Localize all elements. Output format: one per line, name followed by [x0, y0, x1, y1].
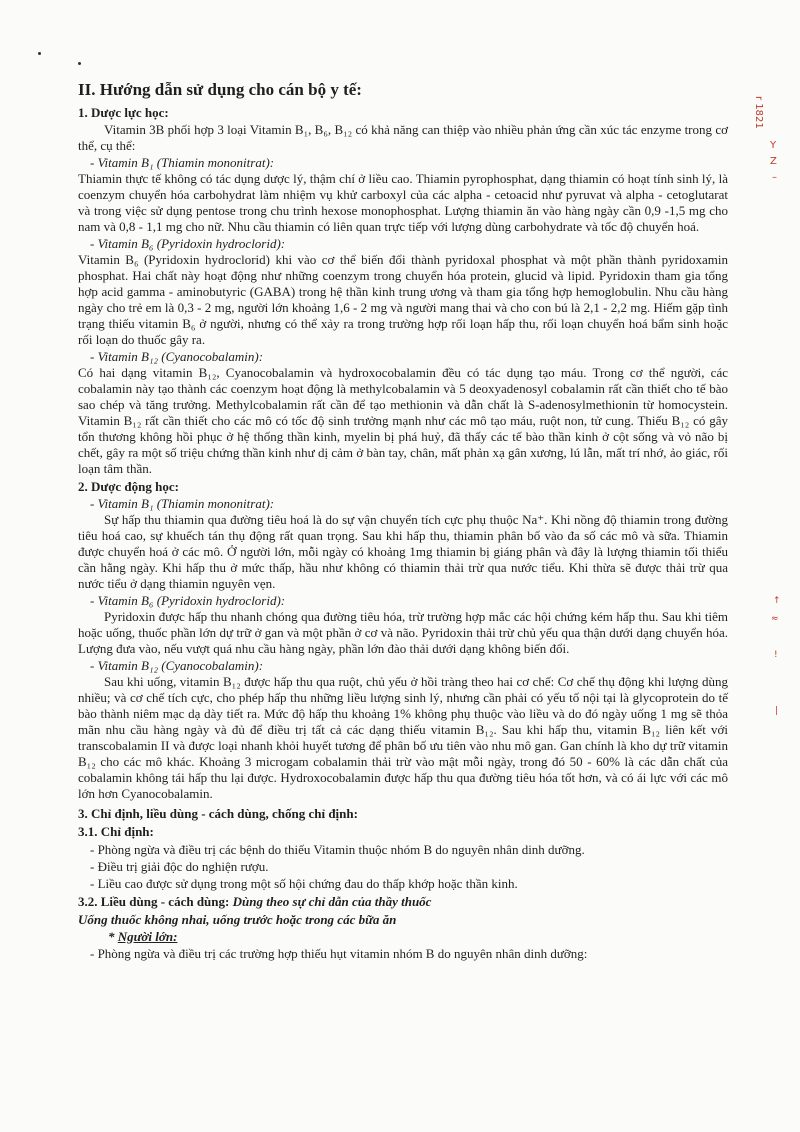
- usage-instruction: Uống thuốc không nhai, uống trước hoặc trong các bữa ăn: [78, 912, 397, 927]
- adult-label: Người lớn:: [117, 929, 178, 944]
- b6-pk-paragraph: Pyridoxin được hấp thu nhanh chóng qua đường tiêu hóa, trừ trường hợp mắc các hội chứng kém hấp thu. Sau khi tiêm hoặc uống, thuốc phần lớn dự trữ ở gan và một phần ở cơ và não. Pyridoxin thải trừ chủ yếu qua thận dưới dạng chuyển hóa. Lượng đưa vào, nếu vượt quá nhu cầu hàng ngày, phần lớn đào thải dưới dạng không biến đổi.: [78, 609, 728, 656]
- margin-stamp: !: [774, 650, 778, 660]
- b6-subheading: - Vitamin B₆ (Pyridoxin hydroclorid):: [90, 236, 286, 251]
- document-page: [78, 80, 728, 962]
- b12-pk-subheading: - Vitamin B₁₂ (Cyanocobalamin):: [90, 658, 264, 673]
- b1-subheading: - Vitamin B₁ (Thiamin mononitrat):: [90, 155, 275, 170]
- pharmacokinetics-title: 2. Dược động học:: [78, 479, 179, 494]
- dosage-label: 3.2. Liều dùng - cách dùng:: [78, 894, 230, 909]
- margin-stamp: Z: [770, 156, 777, 167]
- b6-pk-subheading: - Vitamin B₆ (Pyridoxin hydroclorid):: [90, 593, 286, 608]
- indications-subtitle: 3.1. Chỉ định:: [78, 824, 154, 839]
- b1-pk-subheading: - Vitamin B₁ (Thiamin mononitrat):: [90, 496, 275, 511]
- b12-pk-paragraph: Sau khi uống, vitamin B₁₂ được hấp thu qua ruột, chủ yếu ở hồi tràng theo hai cơ chế: Cơ chế thụ động khi lượng dùng nhiều; và cơ chế tích cực, cho phép hấp thu những liều lượng sinh lý, nhưng cần phải có yếu tố nội tại là glycoprotein do tế bào thành niêm mạc dạ dày tiết ra. Mức độ hấp thu khoảng 1% không phụ thuộc vào liều và do đó ngày uống 1 mg sẽ thỏa mãn nhu cầu hàng ngày và đủ để điều trị tất cả các dạng thiếu vitamin B₁₂. Sau khi hấp thu, vitamin B₁₂ liên kết với transcobalamin II và được loại nhanh khỏi huyết tương để phân bố ưu tiên vào nhu mô gan. Gan chính là kho dự trữ vitamin B₁₂ cho các mô khác. Khoảng 3 microgam cobalamin thải trừ vào mật mỗi ngày, trong đó 50 - 60% là các dẫn chất của cobalamin không tái hấp thu lại được. Hydroxocobalamin được hấp thu qua đường tiêu hóa tốt hơn, và có ái lực với các mô lớn hơn Cyanocobalamin.: [78, 674, 728, 801]
- margin-stamp: ↑: [773, 596, 781, 606]
- indication-item: - Điều trị giải độc do nghiện rượu.: [90, 859, 269, 874]
- b12-subheading: - Vitamin B₁₂ (Cyanocobalamin):: [90, 349, 264, 364]
- dosage-title: [78, 893, 728, 910]
- section-heading: II. Hướng dẫn sử dụng cho cán bộ y tế:: [78, 80, 362, 99]
- margin-stamp: Y: [770, 140, 777, 151]
- b6-paragraph: Vitamin B₆ (Pyridoxin hydroclorid) khi vào cơ thể biến đổi thành pyridoxal phosphat và một phần thành pyridoxamin phosphat. Hai chất này hoạt động như những coenzym trong chuyển hóa protein, glucid và lipid. Pyridoxin tham gia tổng hợp acid gamma - aminobutyric (GABA) trong hệ thần kinh trung ương và tham gia tổng hợp hemoglobulin. Nhu cầu hàng ngày cho trẻ em là 0,3 - 2 mg, người lớn khoảng 1,6 - 2 mg và người mang thai và cho con bú là 2,1 - 2,2 mg. Hiếm gặp tình trạng thiếu vitamin B₆ ở người, nhưng có thể xảy ra trong trường hợp rối loạn hấp thu, rối loạn chuyển hoá bẩm sinh hoặc rối loạn do thuốc gây ra.: [78, 252, 728, 347]
- pharmacodynamics-intro: Vitamin 3B phối hợp 3 loại Vitamin B₁, B₆, B₁₂ có khả năng can thiệp vào nhiều phản ứng cần xúc tác enzyme trong cơ thể, cụ thể:: [78, 122, 728, 153]
- adult-heading: [78, 928, 728, 945]
- adult-dosage-item: - Phòng ngừa và điều trị các trường hợp thiếu hụt vitamin nhóm B do nguyên nhân dinh dưỡng:: [90, 946, 588, 961]
- b1-paragraph: Thiamin thực tế không có tác dụng dược lý, thậm chí ở liều cao. Thiamin pyrophosphat, dạng thiamin có hoạt tính sinh lý, là coenzym chuyển hóa carbohydrat làm nhiệm vụ khử carboxyl của các alpha - cetoacid như pyruvat và alpha - cetoglutarat và trong việc sử dụng pentose trong chu trình hexose monophosphat. Lượng thiamin ăn vào hàng ngày cần 0,9 -1,5 mg cho nam và 0,8 - 1,1 mg cho nữ. Nhu cầu thiamin có liên quan trực tiếp với lượng dùng carbohydrate và tốc độ chuyển hoá.: [78, 171, 728, 234]
- indication-item: - Liều cao được sử dụng trong một số hội chứng đau do thấp khớp hoặc thần kinh.: [90, 876, 518, 891]
- scan-speck: [38, 52, 41, 55]
- margin-stamp: |: [775, 706, 779, 716]
- b1-pk-paragraph: Sự hấp thu thiamin qua đường tiêu hoá là do sự vận chuyển tích cực phụ thuộc Na⁺. Khi nồng độ thiamin trong đường tiêu hoá cao, sự khuếch tán thụ động rất quan trọng. Sau khi hấp thu, thiamin phân bố vào đa số các mô và sữa. Thiamin được chuyển hoá ở các mô. Ở người lớn, mỗi ngày có khoảng 1mg thiamin bị giáng phân và đây là lượng thiamin tối thiểu cần hằng ngày. Khi hấp thu ở mức thấp, hầu như không có thiamin thải trừ qua nước tiểu. Khi thừa sẽ được thải trừ qua nước tiểu ở dạng thiamin nguyên vẹn.: [78, 512, 728, 591]
- margin-stamp: ≈: [771, 614, 779, 624]
- indication-item: - Phòng ngừa và điều trị các bệnh do thiếu Vitamin thuộc nhóm B do nguyên nhân dinh dưỡng.: [90, 842, 585, 857]
- margin-stamp: –: [772, 172, 777, 183]
- scan-speck: [78, 62, 81, 65]
- indications-title: 3. Chỉ định, liều dùng - cách dùng, chống chỉ định:: [78, 806, 358, 821]
- margin-stamp: r 1821: [753, 96, 764, 129]
- dosage-note: Dùng theo sự chỉ dẫn của thầy thuốc: [232, 894, 432, 909]
- b12-paragraph: Có hai dạng vitamin B₁₂, Cyanocobalamin và hydroxocobalamin đều có tác dụng tạo máu. Trong cơ thể người, các cobalamin này tạo thành các coenzym hoạt động là methylcobalamin và 5 deoxyadenosyl cobalamin rất cần thiết cho tế bào sao chép và tăng trưởng. Methylcobalamin rất cần để tạo methionin và dẫn chất là S-adenosylmethionin từ homocystein. Vitamin B₁₂ rất cần thiết cho các mô có tốc độ sinh trưởng mạnh như các mô tạo máu, ruột non, tử cung. Thiếu B₁₂ có gây tổn thương không hồi phục ở hệ thống thần kinh, myelin bị phá huỷ, đã thấy các tế bào thần kinh ở cột sống và vỏ não bị chết, gây ra một số triệu chứng thần kinh như dị cảm ở bàn tay, chân, mất phản xạ gân xương, lú lẫn, mất trí nhớ, ảo giác, rối loạn tâm thần.: [78, 365, 728, 476]
- adult-star: *: [108, 929, 118, 944]
- pharmacodynamics-title: 1. Dược lực học:: [78, 105, 169, 120]
